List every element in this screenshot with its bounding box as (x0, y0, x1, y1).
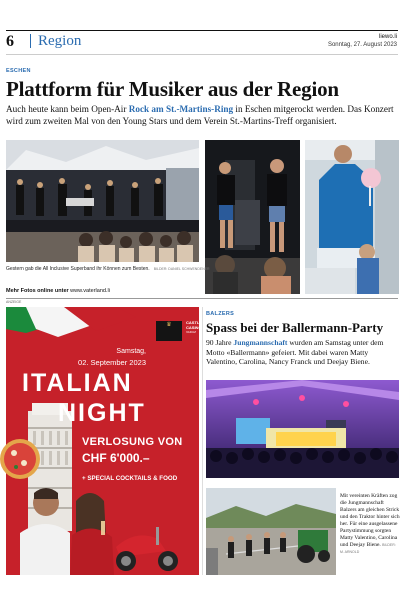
article2-side-caption (340, 493, 400, 556)
italian-night-ad[interactable] (6, 307, 202, 575)
mid-rule (6, 298, 398, 299)
photo-band-stage-image (6, 140, 199, 262)
section-title: Region (38, 33, 82, 49)
ad-label: ANZEIGE (6, 300, 22, 304)
body-text: 90 Jahre (206, 338, 234, 347)
photo-tractor-pull (206, 488, 336, 575)
photo-singers-image (205, 140, 300, 294)
side-caption-credit: BILDER: M. ARNOLD (340, 543, 396, 554)
brand-line-3: VADUZ (186, 330, 196, 334)
ad-verlosung: VERLOSUNG VON (82, 436, 183, 448)
body-text-end: wurden am Samstag unter dem Motto «Ballermann» gefeiert. Mit dabei waren Matty Valentino, Carolina, Nancy Franck und Deejay Biene. (206, 338, 384, 367)
casino-brand (186, 320, 202, 335)
article2-headline: Spass bei der Ballermann-Party (206, 320, 384, 335)
photo-cotton-candy (305, 140, 399, 294)
page-number: 6 (6, 33, 14, 50)
column-divider (202, 307, 203, 575)
more-photos-link[interactable]: www.vaterland.li (68, 288, 110, 294)
photo-party-stage-image (206, 380, 399, 478)
brand-line-1: CASTLE (186, 320, 202, 325)
caption-credit: BILDER: DANIEL SCHWENDENER (153, 267, 210, 271)
article1-caption (6, 266, 210, 272)
header-rule (6, 54, 398, 55)
top-rule (6, 30, 398, 31)
ad-special: + SPECIAL COCKTAILS & FOOD (82, 475, 178, 482)
article2-kicker: BALZERS (206, 311, 235, 317)
article1-lead (6, 103, 398, 127)
more-photos-label: Mehr Fotos online unter (6, 288, 69, 294)
more-photos (6, 288, 110, 294)
body-highlight: Jungmannschaft (233, 338, 288, 347)
lead-highlight: Rock am St.-Martins-Ring (128, 104, 234, 114)
ad-title-italian: ITALIAN (22, 369, 133, 397)
section-divider (30, 34, 31, 48)
ad-title-night: NIGHT (58, 399, 146, 427)
site-name: liewo.li (378, 34, 397, 40)
ad-amount: CHF 6'000.– (82, 451, 150, 465)
photo-cotton-candy-image (305, 140, 399, 294)
caption-text: Gestern gab die All Inclusive Superband ihr Können zum Besten. (6, 266, 150, 272)
ad-day: Samstag, (116, 348, 146, 355)
article1-headline: Plattform für Musiker aus der Region (6, 77, 339, 101)
ad-date: 02. September 2023 (78, 358, 146, 367)
side-caption-text: Mit vereinten Kräften zog die Jungmannschaft Balzers am gleichen Strick und den Traktor hinter sich her. Für eine ausgelassene Partystimmung sorgten Matty Valentino, Carolina und Deejay Biene. (340, 493, 400, 548)
brand-line-2: CASINO (186, 325, 202, 330)
lead-text-end: in Eschen mitgerockt werden. Das Konzert wird zum zweiten Mal von den Young Stars und dem Verein St.-Martins-Treff organisiert. (6, 104, 394, 126)
photo-party-stage (206, 380, 399, 478)
article2-body (206, 338, 399, 367)
casino-logo (156, 321, 182, 341)
issue-date: Sonntag, 27. August 2023 (327, 42, 397, 48)
lead-text: Auch heute kann beim Open-Air (6, 104, 129, 114)
photo-singers (205, 140, 300, 294)
article1-kicker: ESCHEN (6, 68, 31, 74)
photo-band-stage (6, 140, 199, 262)
crown-icon: ♛ (166, 322, 172, 328)
photo-tractor-pull-image (206, 488, 336, 575)
